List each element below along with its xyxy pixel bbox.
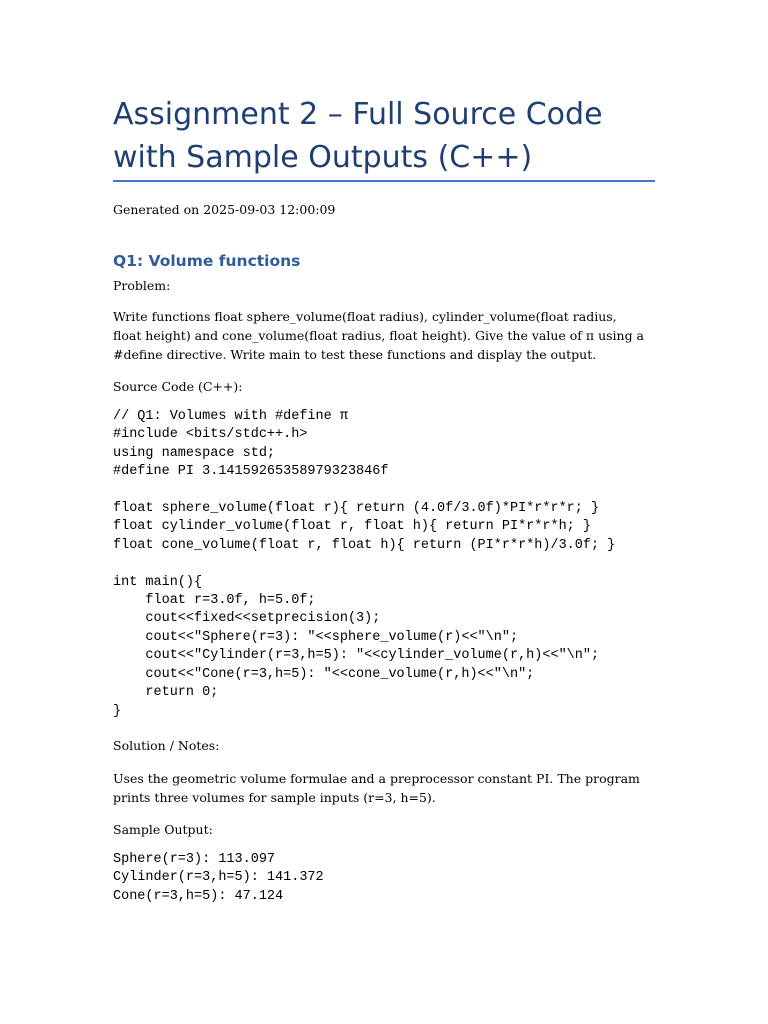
- generated-timestamp: Generated on 2025-09-03 12:00:09: [113, 202, 336, 217]
- problem-text: Write functions float sphere_volume(float radius), cylinder_volume(float radius, float height) and cone_volume(float radius, float height). Give the value of π using a #define directive. Write main to test these functions and display the output.: [113, 309, 645, 362]
- sample-output-label: Sample Output:: [113, 822, 213, 837]
- source-code-label: Source Code (C++):: [113, 379, 243, 394]
- sample-output-block: Sphere(r=3): 113.097 Cylinder(r=3,h=5): 141.372 Cone(r=3,h=5): 47.124: [113, 852, 324, 904]
- section-heading-q1: Q1: Volume functions: [113, 252, 301, 270]
- title-underline: [113, 180, 655, 182]
- source-code-block: // Q1: Volumes with #define π #include <bits/stdc++.h> using namespace std; #define PI 3.14159265358979323846f float sphere_volume(float r){ return (4.0f/3.0f)*PI*r*r*r; } float cylinder_volume(float r, float h){ return PI*r*r*h; } float cone_volume(float r, float h){ return (PI*r*r*h)/3.0f; } int main(){ float r=3.0f, h=5.0f; cout<<fixed<<setprecision(3); cout<<"Sphere(r=3): "<<sphere_volume(r)<<"\n"; cout<<"Cylinder(r=3,h=5): "<<cylinder_volume(r,h)<<"\n"; cout<<"Cone(r=3,h=5): "<<cone_volume(r,h)<<"\n"; return 0; }: [113, 409, 616, 719]
- solution-text: Uses the geometric volume formulae and a preprocessor constant PI. The program prints three volumes for sample inputs (r=3, h=5).: [113, 771, 640, 805]
- problem-label: Problem:: [113, 278, 171, 293]
- solution-label: Solution / Notes:: [113, 738, 220, 753]
- document-title: Assignment 2 – Full Source Code with Sample Outputs (C++): [113, 97, 603, 175]
